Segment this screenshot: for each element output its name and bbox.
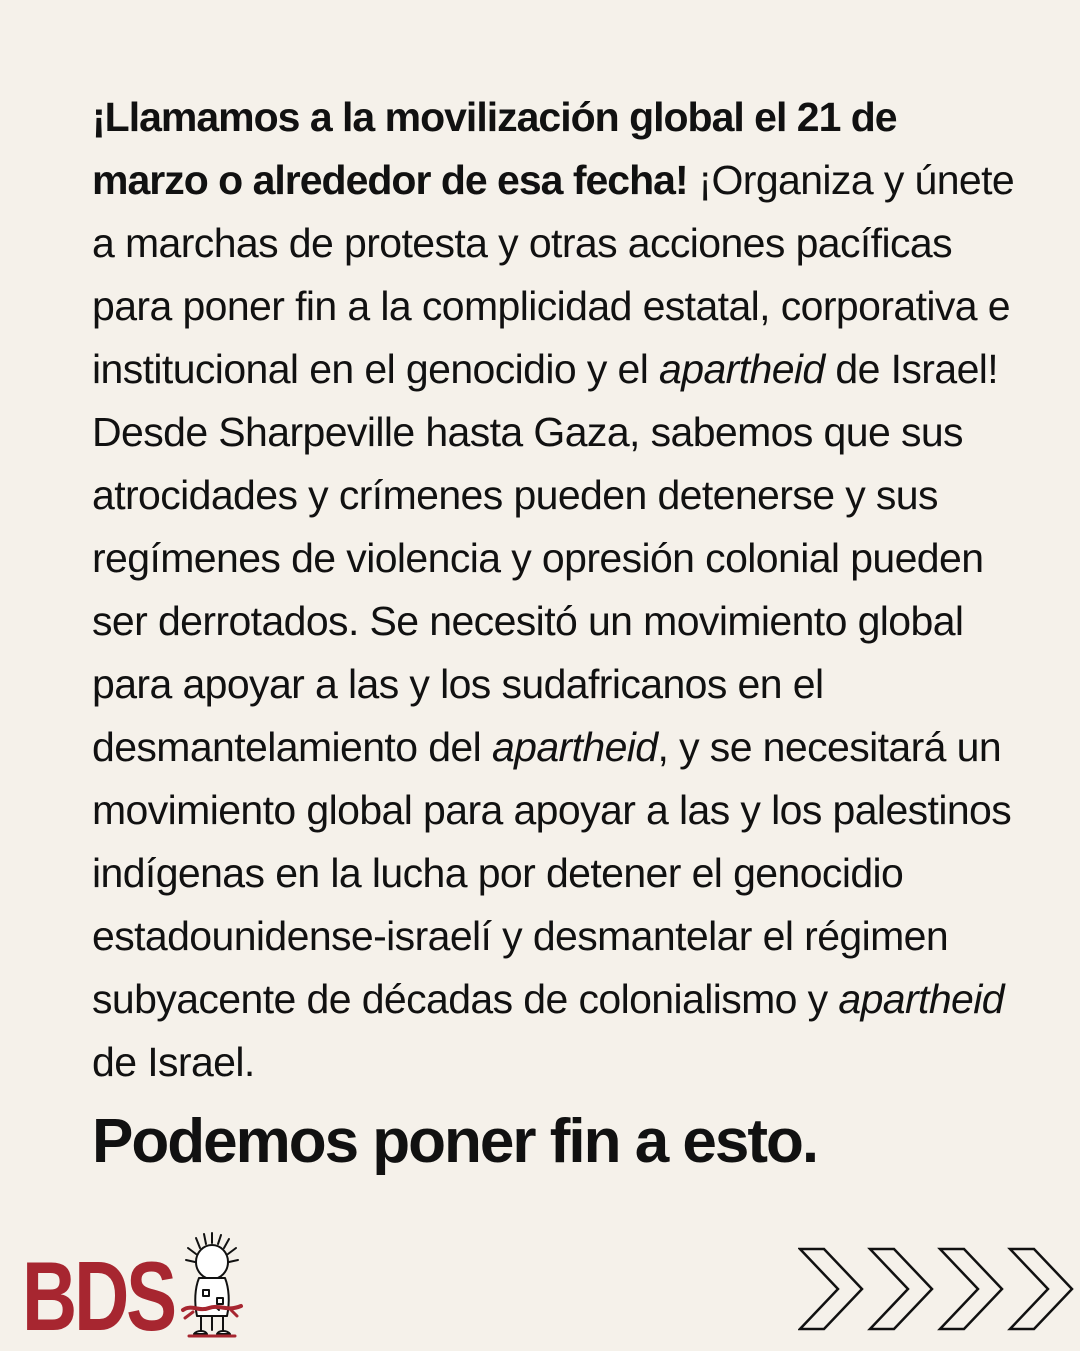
next-arrows[interactable] <box>798 1247 1076 1331</box>
body-sentence-4: de Israel. <box>92 1039 255 1085</box>
body-sentence-1: ¡Organiza y únete a marchas de protesta y otras acciones pacíficas para poner fin a la complicidad estatal, corporativa e institucional en el genocidio y el <box>92 157 1015 392</box>
closing-statement: Podemos poner fin a esto. <box>92 1107 818 1176</box>
bds-logo <box>22 1232 245 1351</box>
body-sentence-2: de Israel! Desde Sharpeville hasta Gaza, sabemos que sus atrocidades y crímenes pueden detenerse y sus regímenes de violencia y opresión colonial pueden ser derrotados. Se necesitó un movimiento global para apoyar a las y los sudafricanos en el desmantelamiento del <box>92 346 999 770</box>
body-italic-1: apartheid <box>659 346 825 392</box>
chevron-right-icon <box>940 1249 1002 1329</box>
headline-bold: ¡Llamamos a la movilización global el 21 de marzo o alrededor de esa fecha! <box>92 94 897 203</box>
body-italic-3: apartheid <box>838 976 1004 1022</box>
body-italic-2: apartheid <box>491 724 658 770</box>
chevron-right-icon <box>800 1249 862 1329</box>
handala-icon <box>179 1232 245 1342</box>
body-sentence-3: , y se necesitará un movimiento global para apoyar a las y los palestinos indígenas en la lucha por detener el genocidio estadounidense-israelí y desmantelar el régimen subyacente de décadas de colonialismo y <box>92 724 1012 1022</box>
body-paragraph <box>92 86 1022 1094</box>
chevron-right-icon <box>1010 1249 1072 1329</box>
chevron-right-icon <box>870 1249 932 1329</box>
bds-logo-text: BDS <box>22 1241 175 1351</box>
